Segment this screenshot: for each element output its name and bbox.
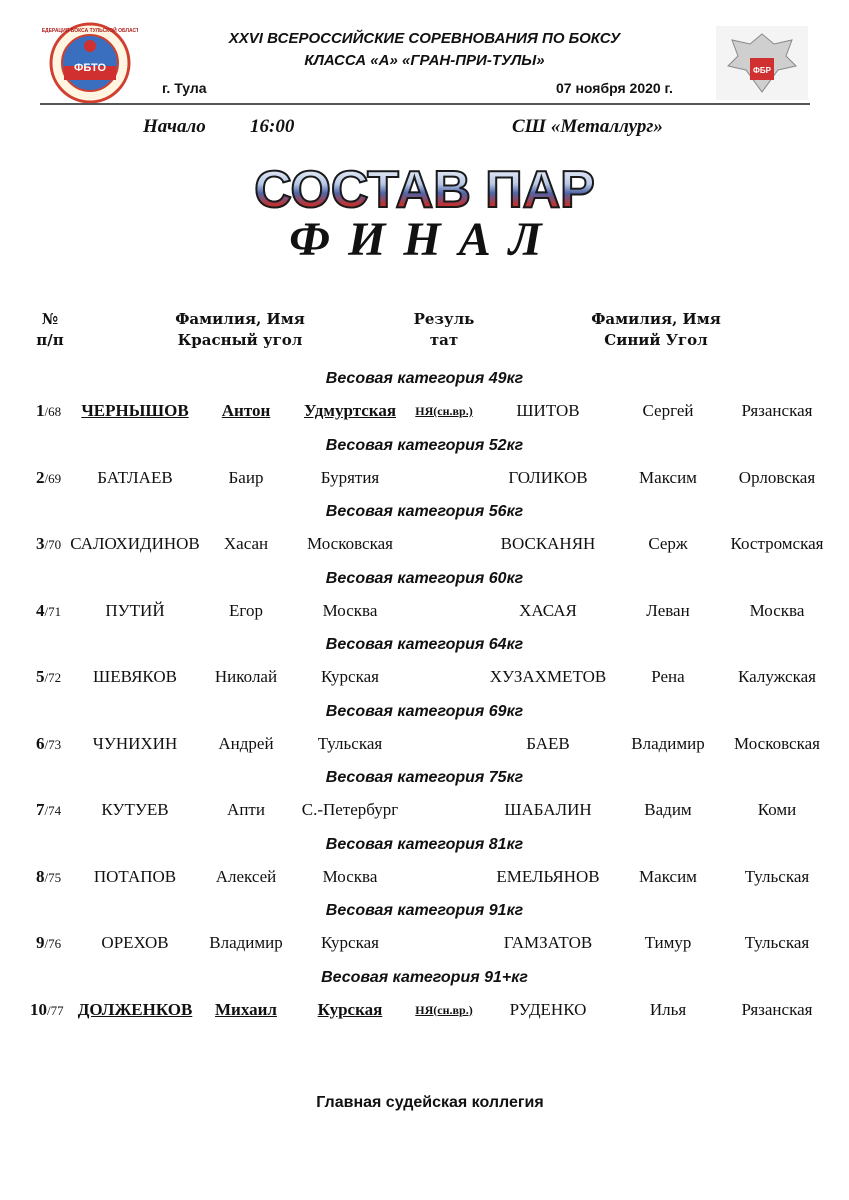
bout-number-main: 2 (36, 467, 45, 487)
blue-first: Серж (648, 534, 688, 553)
red-last: ЧЕРНЫШОВ (81, 401, 189, 420)
blue-first: Рена (651, 667, 685, 686)
red-first: Николай (214, 667, 278, 686)
weight-category: Весовая категория 81кг (325, 835, 524, 853)
bout-number-main: 1 (36, 401, 45, 420)
blue-last: ГОЛИКОВ (508, 467, 588, 487)
bout-number-sub: /72 (44, 670, 62, 685)
blue-last: ХУЗАХМЕТОВ (489, 667, 607, 686)
bout-number-main: 10 (30, 999, 47, 1019)
col-red-line1: Фамилия, Имя (175, 310, 305, 328)
col-blue-line2: Синий Угол (604, 331, 708, 349)
weight-category: Весовая категория 52кг (325, 436, 524, 454)
bout-number-main: 3 (36, 534, 45, 553)
start-label: Начало (143, 116, 206, 137)
competition-title-line2: КЛАССА «А» «ГРАН-ПРИ-ТУЛЫ» (304, 52, 545, 69)
red-region: Бурятия (320, 467, 380, 487)
red-first: Владимир (209, 933, 283, 952)
weight-category: Весовая категория 91кг (325, 902, 524, 919)
judges-signature: Главная судейская коллегия (316, 1094, 544, 1111)
blue-region: Рязанская (741, 401, 813, 420)
bout-number-sub: /73 (44, 736, 62, 752)
bout-number-main: 9 (36, 933, 45, 952)
start-time: 16:00 (250, 116, 295, 137)
bout-number-sub: /75 (44, 869, 62, 885)
red-last: ПУТИЙ (105, 600, 165, 620)
date: 07 ноября 2020 г. (556, 80, 673, 96)
red-region: С.-Петербург (301, 800, 399, 819)
col-blue-line1: Фамилия, Имя (591, 310, 721, 328)
bout-number-sub: /70 (44, 537, 62, 552)
result: НЯ(сн.вр.) (415, 1002, 473, 1017)
blue-last: ШИТОВ (516, 401, 580, 420)
stage-title: ФИНАЛ (289, 213, 560, 266)
red-last: БАТЛАЕВ (97, 467, 173, 487)
blue-first: Вадим (644, 800, 692, 819)
red-last: ДОЛЖЕНКОВ (77, 999, 193, 1019)
red-region: Удмуртская (303, 401, 397, 420)
blue-last: ВОСКАНЯН (500, 534, 596, 553)
blue-last: БАЕВ (526, 733, 570, 753)
weight-category: Весовая категория 49кг (325, 370, 524, 387)
city: г. Тула (162, 80, 207, 96)
red-first: Андрей (218, 733, 274, 753)
venue: СШ «Металлург» (512, 116, 663, 137)
bout-number-sub: /71 (44, 603, 62, 619)
weight-category: Весовая категория 69кг (325, 702, 524, 720)
red-first: Антон (221, 401, 271, 420)
blue-first: Илья (649, 999, 687, 1019)
red-region: Москва (322, 866, 378, 886)
header-divider (40, 103, 810, 105)
weight-category: Весовая категория 60кг (325, 569, 524, 587)
red-last: КУТУЕВ (101, 800, 169, 819)
blue-region: Калужская (738, 667, 816, 686)
logo-left-text: ФБТО (73, 62, 107, 74)
weight-category: Весовая категория 64кг (325, 636, 524, 653)
blue-region: Коми (757, 800, 797, 819)
red-last: ОРЕХОВ (101, 933, 169, 952)
blue-first: Максим (639, 467, 697, 487)
blue-region: Тульская (744, 866, 810, 886)
red-first: Хасан (223, 534, 269, 553)
blue-region: Москва (749, 600, 805, 620)
blue-region: Рязанская (741, 999, 813, 1019)
blue-region: Тульская (744, 933, 810, 952)
result: НЯ(сн.вр.) (415, 404, 473, 418)
col-num-line2: п/п (36, 331, 64, 349)
red-first: Апти (227, 800, 265, 819)
bout-number-main: 8 (36, 866, 45, 886)
logo-left-ring: ФЕДЕРАЦИЯ БОКСА ТУЛЬСКОЙ ОБЛАСТИ (42, 28, 138, 34)
red-first: Алексей (215, 866, 277, 886)
red-last: САЛОХИДИНОВ (70, 534, 200, 553)
red-last: ЧУНИХИН (92, 733, 178, 753)
blue-first: Тимур (644, 933, 692, 952)
red-region: Тульская (317, 733, 383, 753)
red-last: ШЕВЯКОВ (93, 667, 177, 686)
red-first: Михаил (215, 999, 277, 1019)
blue-first: Сергей (642, 401, 694, 420)
blue-region: Орловская (738, 467, 816, 487)
blue-last: ГАМЗАТОВ (503, 933, 593, 952)
red-first: Баир (228, 467, 264, 487)
bout-number-main: 5 (36, 667, 45, 686)
competition-title-line1: XXVI ВСЕРОССИЙСКИЕ СОРЕВНОВАНИЯ ПО БОКСУ (228, 30, 621, 47)
logo-right-text: ФБР (753, 66, 771, 75)
blue-last: РУДЕНКО (509, 999, 587, 1019)
blue-last: ХАСАЯ (519, 600, 577, 620)
blue-region: Московская (734, 733, 820, 753)
col-red-line2: Красный угол (177, 331, 303, 349)
bout-number-sub: /76 (44, 936, 62, 951)
weight-category: Весовая категория 75кг (325, 769, 524, 786)
pairs-banner: СОСТАВ ПАР (0, 160, 849, 220)
red-region: Курская (321, 667, 379, 686)
bout-number-sub: /68 (44, 404, 62, 419)
red-first: Егор (229, 600, 263, 620)
red-region: Курская (317, 999, 383, 1019)
bout-number-sub: /77 (47, 1002, 64, 1018)
blue-region: Костромская (730, 534, 824, 553)
blue-first: Максим (639, 866, 697, 886)
bout-number-main: 7 (36, 800, 45, 819)
weight-category: Весовая категория 56кг (325, 503, 524, 520)
blue-last: ЕМЕЛЬЯНОВ (496, 866, 600, 886)
bout-number-sub: /74 (44, 803, 62, 818)
red-region: Курская (321, 933, 379, 952)
red-region: Московская (307, 534, 393, 553)
red-last: ПОТАПОВ (93, 866, 177, 886)
bout-number-sub: /69 (44, 470, 62, 486)
col-num-line1: № (41, 310, 59, 328)
bout-number-main: 4 (36, 600, 45, 620)
bout-number-main: 6 (36, 733, 45, 753)
blue-first: Леван (646, 600, 690, 620)
col-result-line2: тат (429, 331, 459, 349)
blue-first: Владимир (631, 733, 705, 753)
weight-category: Весовая категория 91+кг (321, 968, 528, 986)
col-result-line1: Резуль (413, 310, 475, 328)
blue-last: ШАБАЛИН (504, 800, 592, 819)
red-region: Москва (322, 600, 378, 620)
